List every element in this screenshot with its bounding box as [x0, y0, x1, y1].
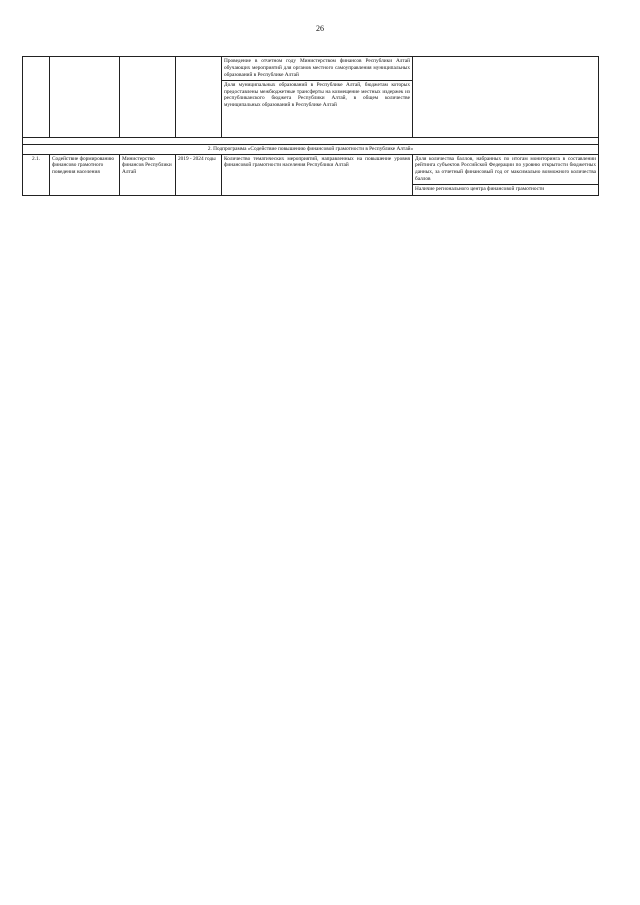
- row-2-1-executor: Министерство финансов Республики Алтай: [120, 154, 176, 196]
- subprogram-row: [23, 144, 599, 154]
- row-2-1-num: 2.1.: [23, 154, 50, 196]
- continued-indicator-2: Доля муниципальных образований в Республике Алтай, бюджетам которых предоставлены межбюджетные трансферты на козмещение местных издержек из республиканского бюджета Республики Алтай, в общем количестве муниципальных образований в Республике Алтай: [222, 80, 413, 137]
- row-2-1-indicator-1: Доля количества баллов, набранных по итогам мониторинга в составлении рейтинга субъектов Российской Федерации по уровню открытости бюджетных данных, за отчетный финансовый год от максимально возможного количества баллов: [413, 154, 599, 185]
- gap-row: [23, 137, 599, 144]
- row-2-1-activity: Содействие формированию финансово грамотного поведения населения: [50, 154, 120, 196]
- row-2-1-result: Количество тематических мероприятий, направленных на повышение уровня финансовой грамотности населения Республики Алтай: [222, 154, 413, 196]
- program-table: [22, 56, 599, 196]
- continued-executor-cell: [120, 57, 176, 138]
- subprogram-title: 2. Подпрограмма «Содействие повышению финансовой грамотности в Республике Алтай»: [23, 144, 599, 154]
- gap-cell: [23, 137, 599, 144]
- row-2-1-period: 2019 - 2024 годы: [176, 154, 222, 196]
- continued-num-cell: [23, 57, 50, 138]
- continued-activity-cell: [50, 57, 120, 138]
- row-2-1-indicator-2: Наличие регионального центра финансовой грамотности: [413, 185, 599, 196]
- row-2-1: [23, 154, 599, 185]
- continued-row-1: [23, 57, 599, 81]
- page-number: 26: [316, 24, 324, 33]
- continued-indicator-1: Проведение в отчетном году Министерством финансов Республики Алтай обучающих мероприятий для органов местного самоуправления муниципальных образований в Республике Алтай: [222, 57, 413, 81]
- continued-period-cell: [176, 57, 222, 138]
- continued-extra-cell: [413, 57, 599, 138]
